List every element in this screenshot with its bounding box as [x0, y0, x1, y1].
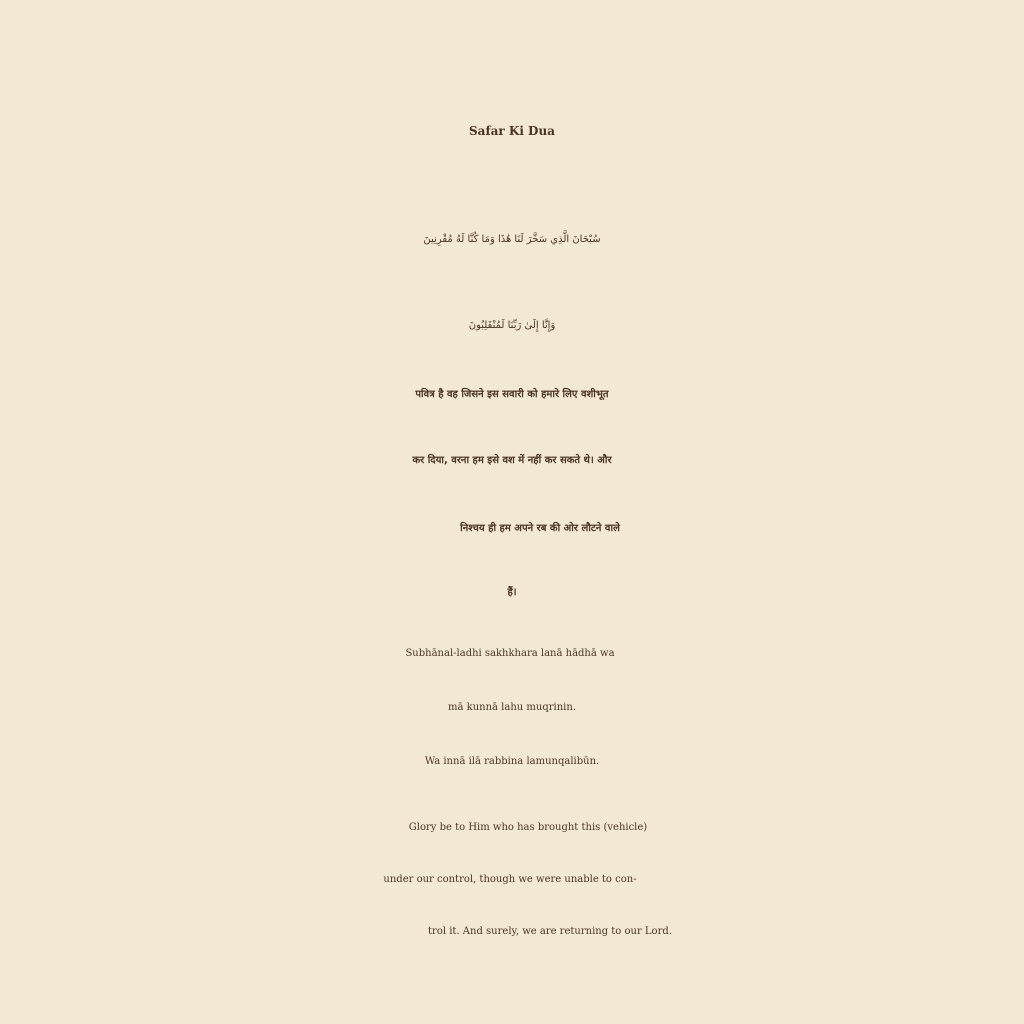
hindi-translation-line-1: पवित्र है वह जिसने इस सवारी को हमारे लिए वशीभूत	[415, 389, 609, 400]
english-translation-line-2: under our control, though we were unable to con-	[383, 874, 637, 885]
transliteration-line-1: Subhānal-ladhi sakhkhara lanā hādhā wa	[405, 648, 615, 659]
transliteration-line-3: Wa innā ilā rabbina lamunqalibūn.	[424, 756, 600, 767]
transliteration-line-2: mā kunnā lahu muqrinin.	[448, 702, 576, 713]
arabic-text-line-1: سُبْحَانَ الَّذِي سَخَّرَ لَنَا هَٰذَا وَمَا كُنَّا لَهُ مُقْرِنِينَ	[423, 234, 601, 245]
hindi-translation-line-4: हैं।	[507, 587, 517, 598]
page-title: Safar Ki Dua	[469, 124, 555, 138]
arabic-text-line-2: وَإِنَّا إِلَىٰ رَبِّنَا لَمُنْقَلِبُونَ	[468, 320, 556, 331]
english-translation-line-3: trol it. And surely, we are returning to our Lord.	[428, 926, 672, 937]
english-translation-line-1: Glory be to Him who has brought this (vehicle)	[408, 822, 648, 833]
hindi-translation-line-3: निश्चय ही हम अपने रब की ओर लौटने वाले	[460, 523, 620, 534]
hindi-translation-line-2: कर दिया, वरना हम इसे वश में नहीं कर सकते थे। और	[412, 455, 612, 466]
